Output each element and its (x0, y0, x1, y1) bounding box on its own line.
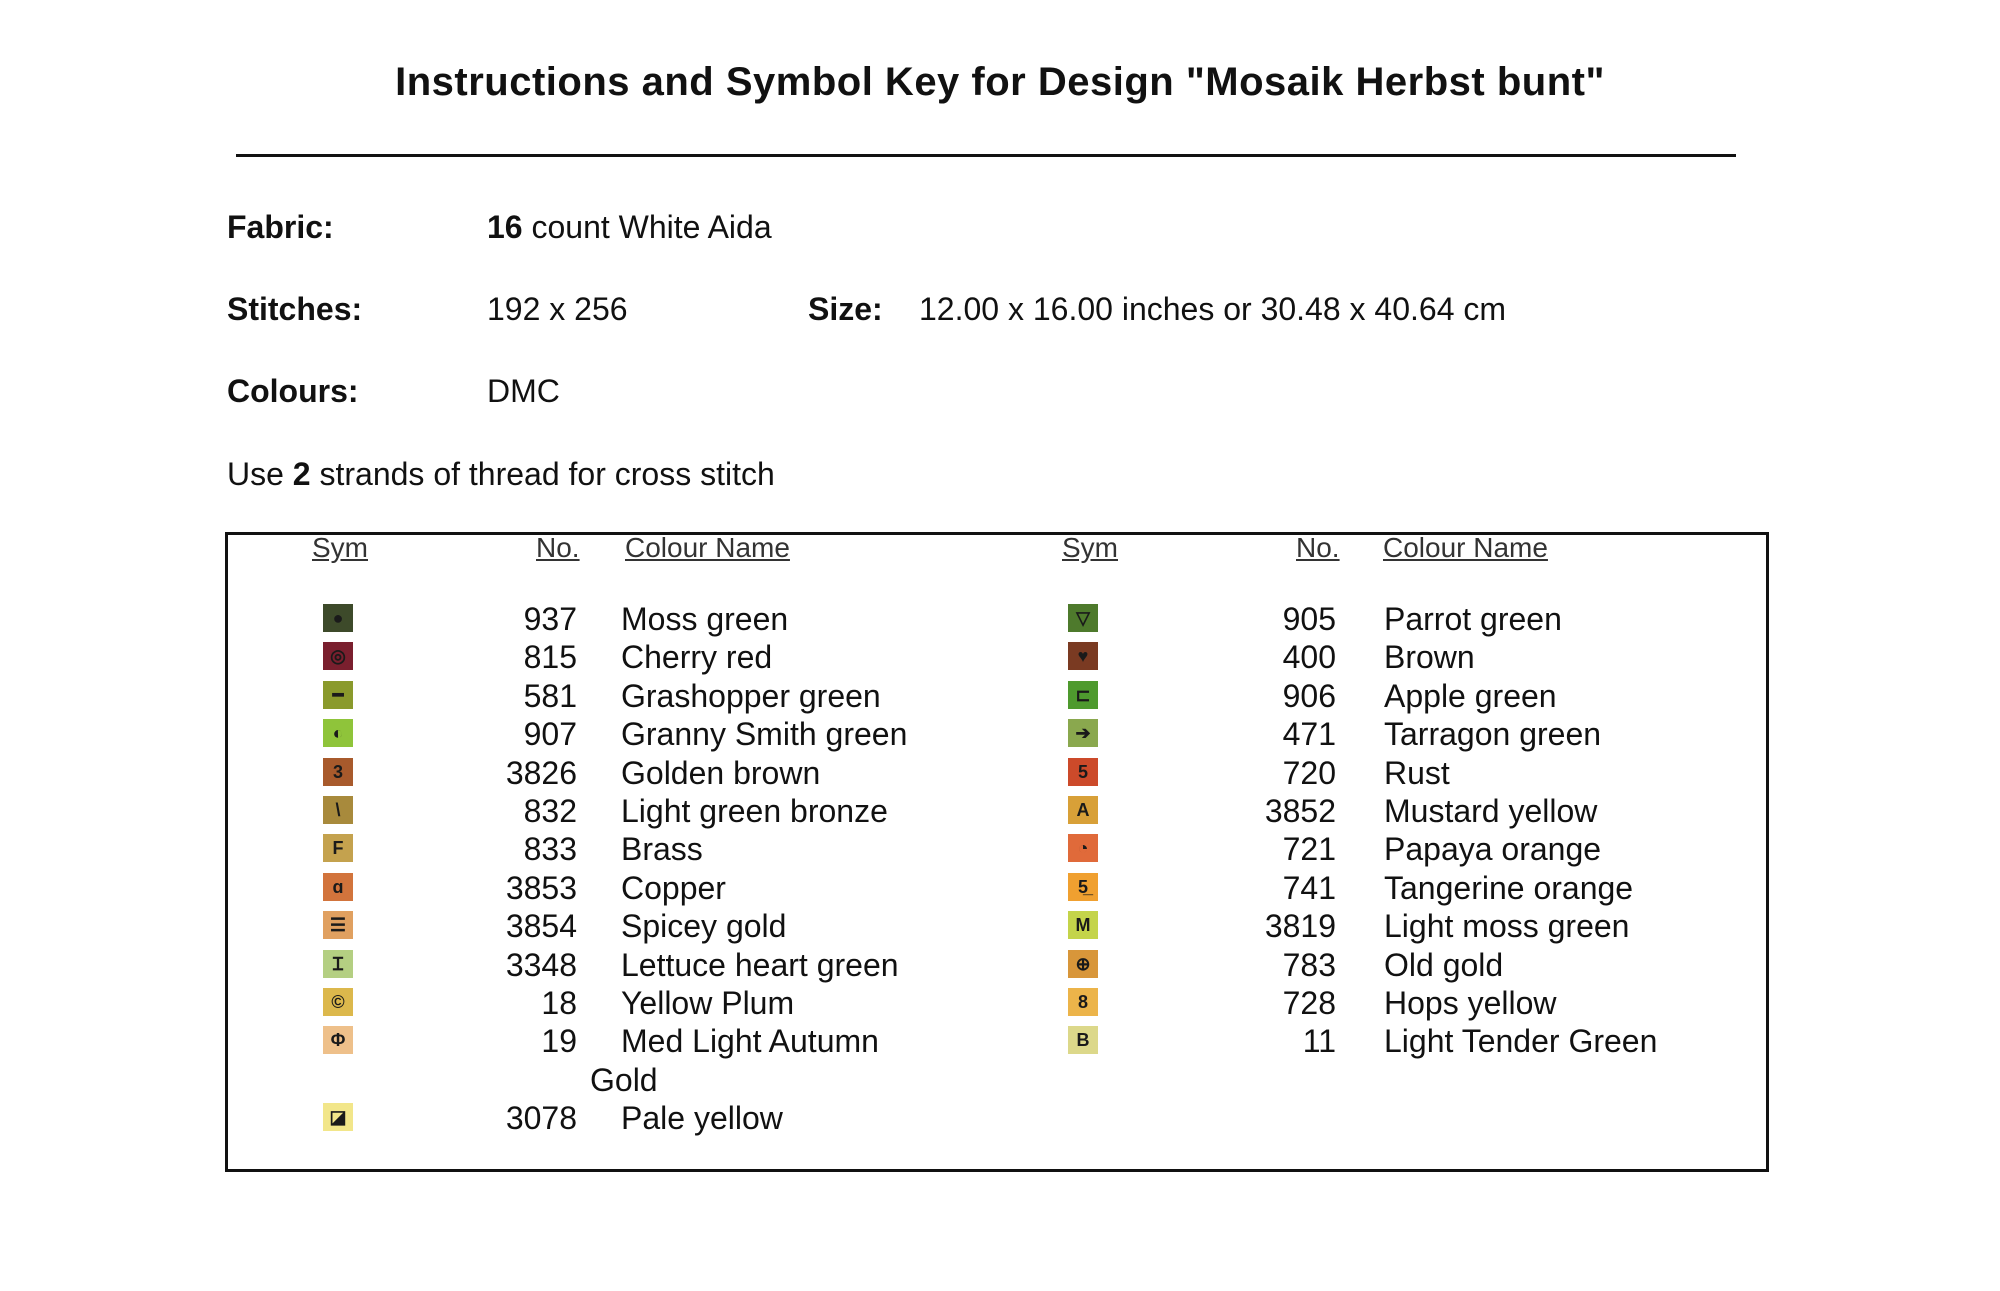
right-symbol-swatch: ◔ (1068, 834, 1098, 862)
left-symbol-swatch: ━ (323, 681, 353, 709)
right-colour-name: Parrot green (1384, 601, 1562, 637)
fabric-type: count White Aida (522, 209, 772, 245)
left-dmc-number: 18 (541, 985, 577, 1021)
strands-prefix: Use (227, 456, 293, 492)
right-symbol-swatch: 5 (1068, 758, 1098, 786)
left-colour-name: Golden brown (621, 754, 821, 791)
colours-label: Colours: (227, 373, 359, 409)
document-title: Instructions and Symbol Key for Design "Mosaik Herbst bunt" (395, 60, 1605, 104)
left-dmc-number: 3826 (505, 754, 577, 791)
right-symbol-swatch: A (1068, 796, 1098, 824)
strands-count: 2 (292, 456, 311, 492)
fabric-value (487, 209, 772, 246)
right-symbol-swatch: 5̲ (1068, 873, 1098, 901)
right-colour-name: Rust (1384, 754, 1450, 791)
left-colour-name: Copper (621, 869, 726, 906)
right-sym-header: Sym (1062, 532, 1118, 563)
left-symbol-swatch: ◐ (323, 719, 353, 747)
right-symbol-swatch: B (1068, 1026, 1098, 1054)
left-name-header: Colour Name (625, 532, 790, 563)
left-symbol-swatch: F (323, 834, 353, 862)
right-colour-name: Brown (1384, 639, 1475, 676)
left-symbol-swatch: ☰ (323, 911, 353, 939)
right-dmc-number: 741 (1282, 869, 1336, 906)
left-dmc-number: 833 (523, 831, 577, 868)
right-dmc-number: 3819 (1264, 908, 1336, 945)
title-divider (236, 154, 1736, 157)
right-colour-name: Light Tender Green (1384, 1023, 1658, 1060)
left-colour-name: Granny Smith green (621, 716, 908, 753)
left-colour-name: Yellow Plum (621, 985, 795, 1021)
right-colour-name: Tangerine orange (1384, 869, 1634, 906)
strands-instruction (227, 456, 775, 493)
left-colour-name-continued: Gold (590, 1061, 658, 1098)
size-value: 12.00 x 16.00 inches or 30.48 x 40.64 cm (919, 291, 1507, 327)
left-colour-name: Brass (621, 831, 703, 868)
right-dmc-number: 906 (1282, 677, 1336, 714)
right-symbol-swatch: ♥ (1068, 642, 1098, 670)
right-dmc-number: 720 (1282, 754, 1336, 791)
right-symbol-swatch: ⊕ (1068, 950, 1098, 978)
right-colour-name: Hops yellow (1384, 985, 1557, 1021)
left-dmc-number: 581 (523, 677, 577, 714)
right-colour-name: Light moss green (1384, 908, 1630, 945)
left-symbol-swatch: ɑ (323, 873, 353, 901)
right-symbol-swatch: ⊏ (1068, 681, 1098, 709)
left-dmc-number: 937 (523, 601, 577, 637)
right-dmc-number: 400 (1282, 639, 1336, 676)
left-symbol-swatch: Ɪ (323, 950, 353, 978)
left-dmc-number: 3078 (505, 1100, 577, 1137)
right-dmc-number: 783 (1282, 946, 1336, 983)
colours-value: DMC (487, 373, 560, 409)
left-colour-name: Grashopper green (621, 677, 881, 714)
left-sym-header: Sym (312, 532, 368, 563)
left-colour-name: Med Light Autumn (621, 1023, 879, 1060)
left-dmc-number: 3854 (505, 908, 577, 945)
left-dmc-number: 832 (523, 793, 577, 829)
right-dmc-number: 3852 (1264, 793, 1336, 829)
left-symbol-swatch: ◪ (323, 1103, 353, 1131)
left-colour-name: Spicey gold (621, 908, 787, 945)
right-dmc-number: 721 (1282, 831, 1336, 868)
left-dmc-number: 19 (541, 1023, 577, 1060)
right-symbol-swatch: ➔ (1068, 719, 1098, 747)
right-symbol-swatch: M (1068, 911, 1098, 939)
right-colour-name: Old gold (1384, 946, 1504, 983)
right-dmc-number: 471 (1282, 716, 1336, 753)
right-colour-name: Mustard yellow (1384, 793, 1598, 829)
left-colour-name: Moss green (621, 601, 789, 637)
right-colour-name: Papaya orange (1384, 831, 1602, 868)
left-colour-name: Pale yellow (621, 1100, 783, 1137)
left-colour-name: Cherry red (621, 639, 773, 676)
left-no-header: No. (536, 532, 580, 563)
stitches-label: Stitches: (227, 291, 363, 327)
left-dmc-number: 907 (523, 716, 577, 753)
strands-suffix: strands of thread for cross stitch (310, 456, 775, 492)
left-symbol-swatch: ● (323, 604, 353, 632)
right-dmc-number: 11 (1302, 1023, 1336, 1060)
right-dmc-number: 728 (1282, 985, 1336, 1021)
left-dmc-number: 3853 (505, 869, 577, 906)
left-symbol-swatch: \ (323, 796, 353, 824)
left-symbol-swatch: ◎ (323, 642, 353, 670)
left-symbol-swatch: Φ (323, 1026, 353, 1054)
fabric-label: Fabric: (227, 209, 334, 245)
left-dmc-number: 815 (523, 639, 577, 676)
right-name-header: Colour Name (1383, 532, 1548, 563)
left-symbol-swatch: 3 (323, 758, 353, 786)
right-dmc-number: 905 (1282, 601, 1336, 637)
fabric-count: 16 (487, 209, 523, 245)
right-no-header: No. (1296, 532, 1340, 563)
left-colour-name: Lettuce heart green (621, 946, 899, 983)
right-symbol-swatch: 8 (1068, 988, 1098, 1016)
left-symbol-swatch: © (323, 988, 353, 1016)
right-symbol-swatch: ▽ (1068, 604, 1098, 632)
stitches-value: 192 x 256 (487, 291, 628, 327)
right-colour-name: Apple green (1384, 677, 1557, 714)
left-dmc-number: 3348 (505, 946, 577, 983)
right-colour-name: Tarragon green (1384, 716, 1602, 753)
left-colour-name: Light green bronze (621, 793, 888, 829)
size-label: Size: (808, 291, 883, 327)
